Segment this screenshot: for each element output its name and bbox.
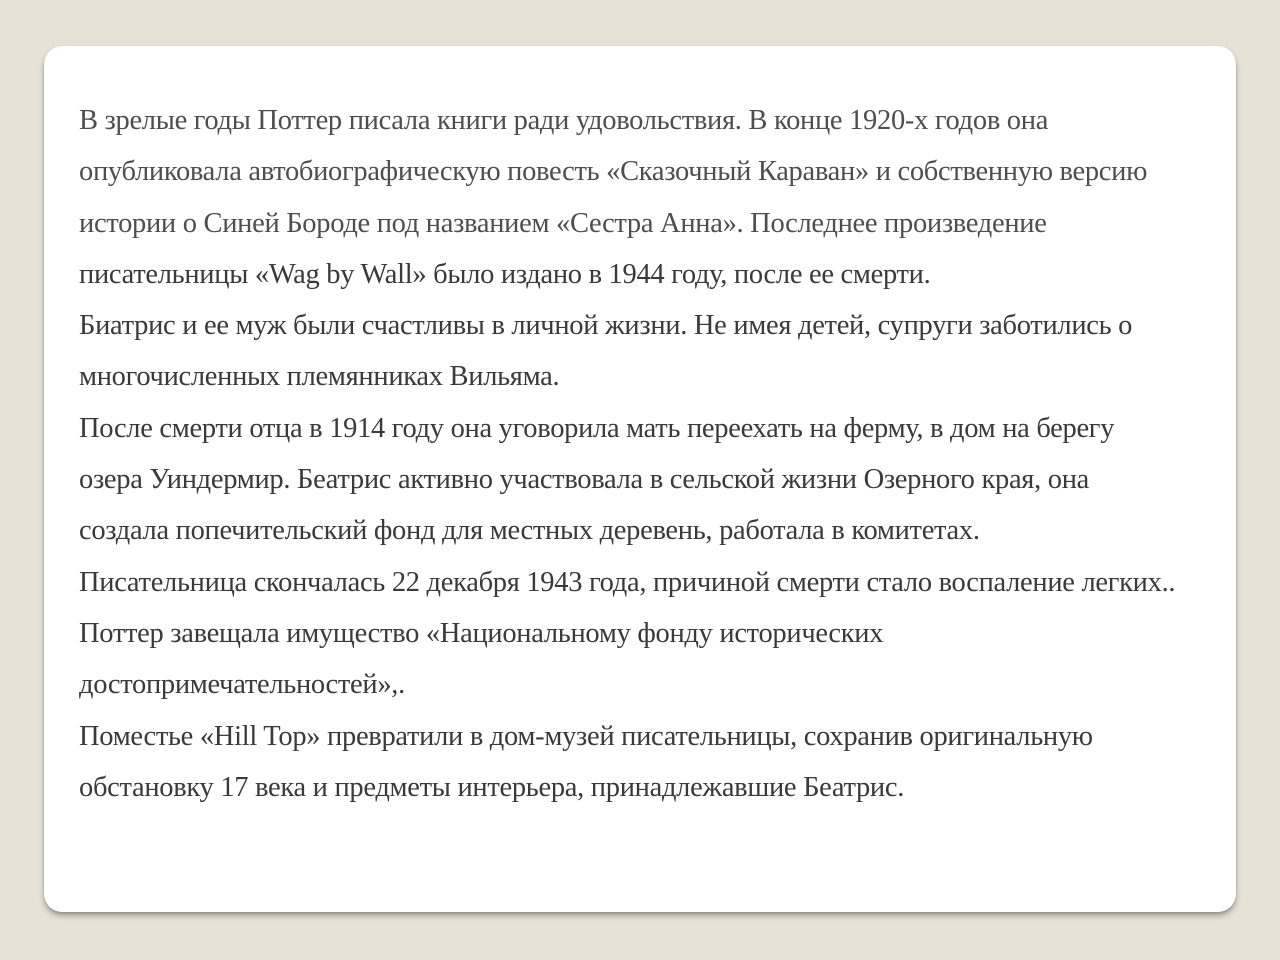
text-line: озера Уиндермир. Беатрис активно участвовала в сельской жизни Озерного края, она <box>79 464 1090 496</box>
text-line: обстановку 17 века и предметы интерьера, принадлежавшие Беатрис. <box>79 771 905 803</box>
text-line: достопримечательностей»,. <box>79 669 405 701</box>
slide-body-text <box>79 95 1219 813</box>
text-line: Писательница скончалась 22 декабря 1943 года, причиной смерти стало воспаление легких.. <box>79 566 1176 598</box>
text-line: Поместье «Hill Top» превратили в дом-музей писательницы, сохранив оригинальную <box>79 720 1093 752</box>
text-line: многочисленных племянниках Вильяма. <box>79 361 560 393</box>
text-line: создала попечительский фонд для местных деревень, работала в комитетах. <box>79 515 980 547</box>
text-line: После смерти отца в 1914 году она уговорила мать переехать на ферму, в дом на берегу <box>79 412 1115 444</box>
text-line: В зрелые годы Поттер писала книги ради удовольствия. В конце 1920-х годов она <box>79 105 1049 136</box>
text-line: истории о Синей Бороде под названием «Сестра Анна». Последнее произведение <box>79 207 1047 239</box>
text-line: опубликовала автобиографическую повесть «Сказочный Караван» и собственную версию <box>79 156 1148 188</box>
text-line: Поттер завещала имущество «Национальному фонду исторических <box>79 617 884 649</box>
text-line: Биатрис и ее муж были счастливы в личной жизни. Не имея детей, супруги заботились о <box>79 310 1133 342</box>
text-line: писательницы «Wag by Wall» было издано в 1944 году, после ее смерти. <box>79 258 931 290</box>
